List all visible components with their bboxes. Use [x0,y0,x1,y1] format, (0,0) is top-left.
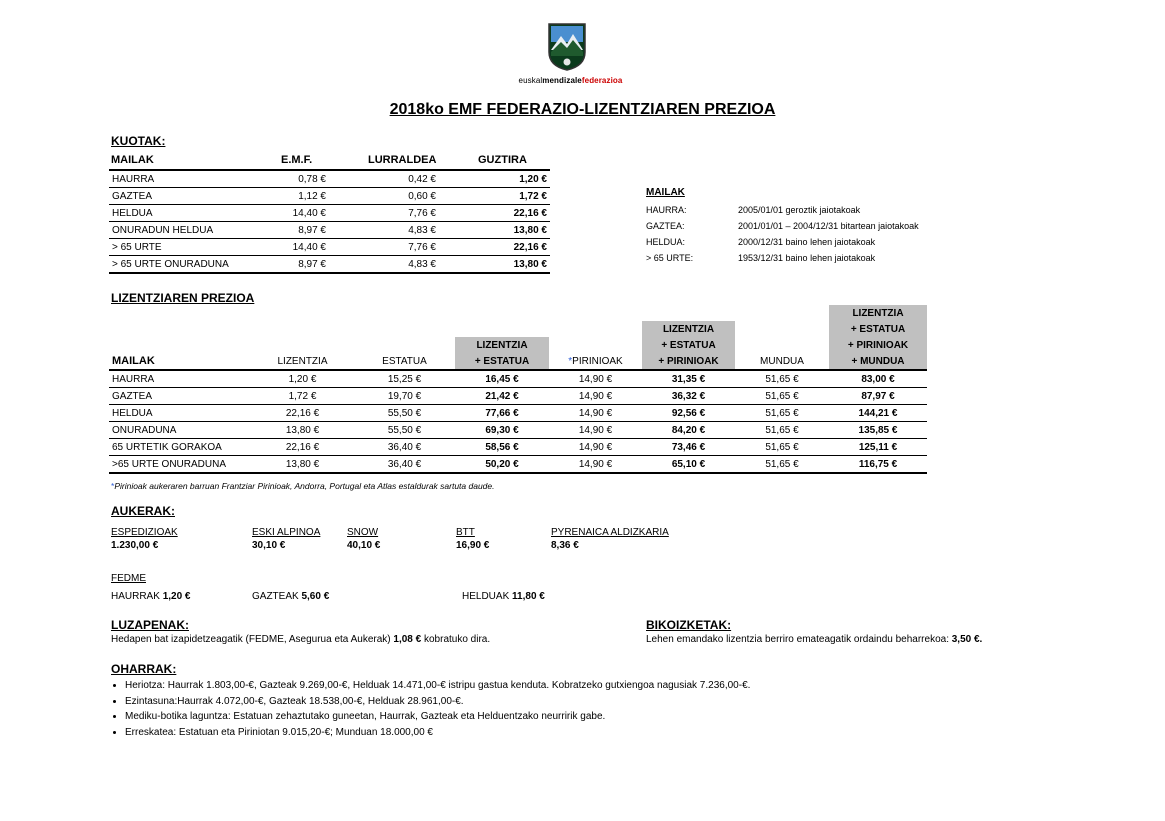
table-cell: HELDUA [109,205,249,222]
col-header-mailak: MAILAK [112,355,155,367]
table-cell: 125,11 € [829,439,927,456]
table-cell: ONURADUN HELDUA [109,222,249,239]
table-cell: 22,16 € [251,439,354,456]
table-cell: GAZTEA [109,388,251,405]
list-item: • Erreskatea: Estatuan eta Piriniotan 9.015,20-€; Munduan 18.000,00 € [125,725,750,741]
fedme-label: FEDME [111,573,146,584]
bikoizketak-heading: BIKOIZKETAK: [646,618,732,632]
fedme-haurrak [111,591,191,602]
fedme-item-price: 1,20 € [162,591,191,602]
aukera-pyrenaica [551,527,669,551]
table-cell: 14,90 € [549,456,642,474]
table-cell: 13,80 € [439,256,550,274]
table-cell: 1,72 € [251,388,354,405]
table-cell: 14,90 € [549,405,642,422]
mailak-info-heading: MAILAK [646,187,685,198]
table-cell: 1953/12/31 baino lehen jaiotakoak [738,253,876,263]
table-cell: 116,75 € [829,456,927,474]
aukera-label: ESPEDIZIOAK [111,527,178,538]
table-cell: 73,46 € [642,439,735,456]
table-cell: 14,40 € [249,205,329,222]
table-cell: 21,42 € [455,388,549,405]
col-header-liz-mundua: + MUNDUA [829,353,927,370]
col-header-liz-pirinioak: LIZENTZIA [642,321,735,337]
pirinioak-footnote [111,481,495,491]
aukera-price: 1.230,00 € [111,540,159,551]
table-cell: 14,90 € [549,370,642,388]
table-row [646,218,968,234]
luzapenak-amount: 1,08 € [393,634,422,645]
table-row [109,370,927,388]
table-cell: 8,97 € [249,222,329,239]
luzapenak-text-b: kobratuko dira. [423,634,491,645]
col-header-lizentzia: LIZENTZIA [277,355,328,367]
lizentzia-heading: LIZENTZIAREN PREZIOA [111,291,255,305]
table-cell: 15,25 € [354,370,455,388]
table-cell: 84,20 € [642,422,735,439]
table-cell: 36,40 € [354,456,455,474]
table-cell: 7,76 € [329,239,439,256]
kuotak-col-emf: E.M.F. [281,154,313,166]
aukera-label: BTT [456,527,475,538]
table-cell: 0,78 € [249,170,329,188]
table-cell: 55,50 € [354,422,455,439]
table-cell: >65 URTE ONURADUNA [109,456,251,474]
table-cell: 36,40 € [354,439,455,456]
table-cell: 8,97 € [249,256,329,274]
table-cell: 1,20 € [439,170,550,188]
table-cell: 51,65 € [735,422,829,439]
fedme-item-label: HAURRAK [111,591,160,602]
mailak-info-table [646,202,968,266]
table-cell: 19,70 € [354,388,455,405]
page-title: 2018ko EMF FEDERAZIO-LIZENTZIAREN PREZIOA [389,101,776,118]
table-cell: HAURRA [109,170,249,188]
table-cell: 58,56 € [455,439,549,456]
table-cell: 51,65 € [735,439,829,456]
luzapenak-text-a: Hedapen bat izapidetzeagatik (FEDME, Asegurua eta Aukerak) [111,634,391,645]
aukera-price: 30,10 € [252,540,286,551]
table-cell: 65,10 € [642,456,735,474]
fedme-item-price: 5,60 € [301,591,330,602]
table-cell: HELDUA [109,405,251,422]
table-cell: 87,97 € [829,388,927,405]
aukera-price: 16,90 € [456,540,490,551]
table-cell: GAZTEA [109,188,249,205]
federation-logo [547,22,587,72]
aukera-snow [347,527,380,551]
table-cell: 135,85 € [829,422,927,439]
mountaineering-federation-shield-icon [547,22,587,72]
table-cell: 13,80 € [439,222,550,239]
table-row [109,188,550,205]
table-cell: > 65 URTE: [646,253,694,263]
footnote-text: Pirinioak aukeraren barruan Frantziar Pirinioak, Andorra, Portugal eta Atlas estaldurak sartuta daude. [114,481,495,491]
table-cell: 55,50 € [354,405,455,422]
list-item: • Ezintasuna:Haurrak 4.072,00-€, Gazteak 18.538,00-€, Helduak 28.961,00-€. [125,694,750,710]
table-row [646,250,968,266]
aukerak-heading: AUKERAK: [111,504,175,518]
table-cell: 14,90 € [549,439,642,456]
table-cell: 14,90 € [549,388,642,405]
table-cell: 4,83 € [329,222,439,239]
table-cell: 14,40 € [249,239,329,256]
table-row [109,422,927,439]
table-cell: 14,90 € [549,422,642,439]
footnote-star: * [111,481,115,491]
fedme-item-price: 11,80 € [512,591,545,602]
table-row [109,256,550,274]
col-header-liz-mundua: + ESTATUA [829,321,927,337]
table-cell: 0,42 € [329,170,439,188]
table-cell: 4,83 € [329,256,439,274]
col-header-liz-estatua: LIZENTZIA [455,337,549,353]
table-cell: 22,16 € [439,205,550,222]
list-item: • Heriotza: Haurrak 1.803,00-€, Gazteak 9.269,00-€, Helduak 14.471,00-€ istripu gastua kenduta. Kobratzeko gutxiengoa nagusiak 7.236,00-€. [125,678,750,694]
aukera-eski-alpinoa [252,527,320,551]
aukera-label: SNOW [347,527,379,538]
table-cell: 50,20 € [455,456,549,474]
kuotak-table [109,169,550,274]
luzapenak-text [111,634,490,645]
kuotak-heading: KUOTAK: [111,134,166,148]
logo-text: euskalmendizalefederazioa [518,76,623,85]
oharrak-list [111,678,750,740]
table-header-row [109,353,927,370]
table-cell: 1,20 € [251,370,354,388]
table-cell: 77,66 € [455,405,549,422]
table-row [109,405,927,422]
table-cell: 2005/01/01 geroztik jaiotakoak [738,205,861,215]
table-cell: 144,21 € [829,405,927,422]
table-cell: 51,65 € [735,405,829,422]
table-cell: 65 URTETIK GORAKOA [109,439,251,456]
aukera-btt [456,527,489,551]
table-cell: 7,76 € [329,205,439,222]
table-cell: 0,60 € [329,188,439,205]
table-row [109,222,550,239]
aukera-label: ESKI ALPINOA [252,527,321,538]
table-row [646,234,968,250]
table-cell: HAURRA [109,370,251,388]
table-cell: 2001/01/01 – 2004/12/31 bitartean jaiotakoak [738,221,919,231]
kuotak-col-lurraldea: LURRALDEA [368,154,437,166]
table-row [109,239,550,256]
table-cell: 51,65 € [735,370,829,388]
bikoizketak-amount: 3,50 €. [951,634,983,645]
table-cell: 51,65 € [735,456,829,474]
bikoizketak-text-body: Lehen emandako lizentzia berriro emateagatik ordaindu beharrekoa: [646,634,949,645]
table-cell: 13,80 € [251,456,354,474]
table-cell: 13,80 € [251,422,354,439]
fedme-helduak [462,591,545,602]
table-row [109,439,927,456]
oharrak-heading: OHARRAK: [111,662,177,676]
table-row [109,456,927,474]
table-header-row [109,321,927,337]
table-header-row [109,337,927,353]
fedme-item-label: HELDUAK [462,591,510,602]
fedme-gazteak [252,591,329,602]
table-cell: 83,00 € [829,370,927,388]
lizentzia-table [109,305,927,474]
col-header-mundua: MUNDUA [760,355,804,367]
table-row [109,388,927,405]
table-cell: 51,65 € [735,388,829,405]
table-cell: 22,16 € [439,239,550,256]
aukera-label: PYRENAICA ALDIZKARIA [551,527,669,538]
aukera-espedizioak [111,527,178,551]
fedme-item-label: GAZTEAK [252,591,299,602]
kuotak-col-mailak: MAILAK [111,154,154,166]
table-row [646,202,968,218]
bikoizketak-text [646,634,982,645]
table-cell: 22,16 € [251,405,354,422]
col-header-estatua: ESTATUA [382,355,427,367]
table-cell: GAZTEA: [646,221,685,231]
table-cell: 1,12 € [249,188,329,205]
table-cell: > 65 URTE ONURADUNA [109,256,249,274]
table-cell: HAURRA: [646,205,687,215]
col-header-pirinioak [549,353,642,370]
list-item: • Mediku-botika laguntza: Estatuan zehaztutako guneetan, Haurrak, Gazteak eta Helduentzako neurririk gabe. [125,709,750,725]
col-header-liz-pirinioak: + ESTATUA [642,337,735,353]
aukera-price: 40,10 € [347,540,381,551]
table-cell: 36,32 € [642,388,735,405]
table-cell: > 65 URTE [109,239,249,256]
table-row [109,170,550,188]
table-cell: 31,35 € [642,370,735,388]
table-header-row [109,305,927,321]
col-header-liz-estatua: + ESTATUA [455,353,549,370]
table-cell: 92,56 € [642,405,735,422]
table-cell: HELDUA: [646,237,686,247]
table-row [109,205,550,222]
table-cell: ONURADUNA [109,422,251,439]
luzapenak-heading: LUZAPENAK: [111,618,189,632]
col-header-liz-mundua: LIZENTZIA [829,305,927,321]
col-header-liz-mundua: + PIRINIOAK [829,337,927,353]
kuotak-col-guztira: GUZTIRA [478,154,527,166]
table-cell: 16,45 € [455,370,549,388]
table-cell: 2000/12/31 baino lehen jaiotakoak [738,237,876,247]
col-header-liz-pirinioak: + PIRINIOAK [642,353,735,370]
aukera-price: 8,36 € [551,540,579,551]
table-cell: 69,30 € [455,422,549,439]
footnote-star: * [568,355,573,367]
table-cell: 1,72 € [439,188,550,205]
col-header-pirinioak-label: PIRINIOAK [572,355,623,367]
